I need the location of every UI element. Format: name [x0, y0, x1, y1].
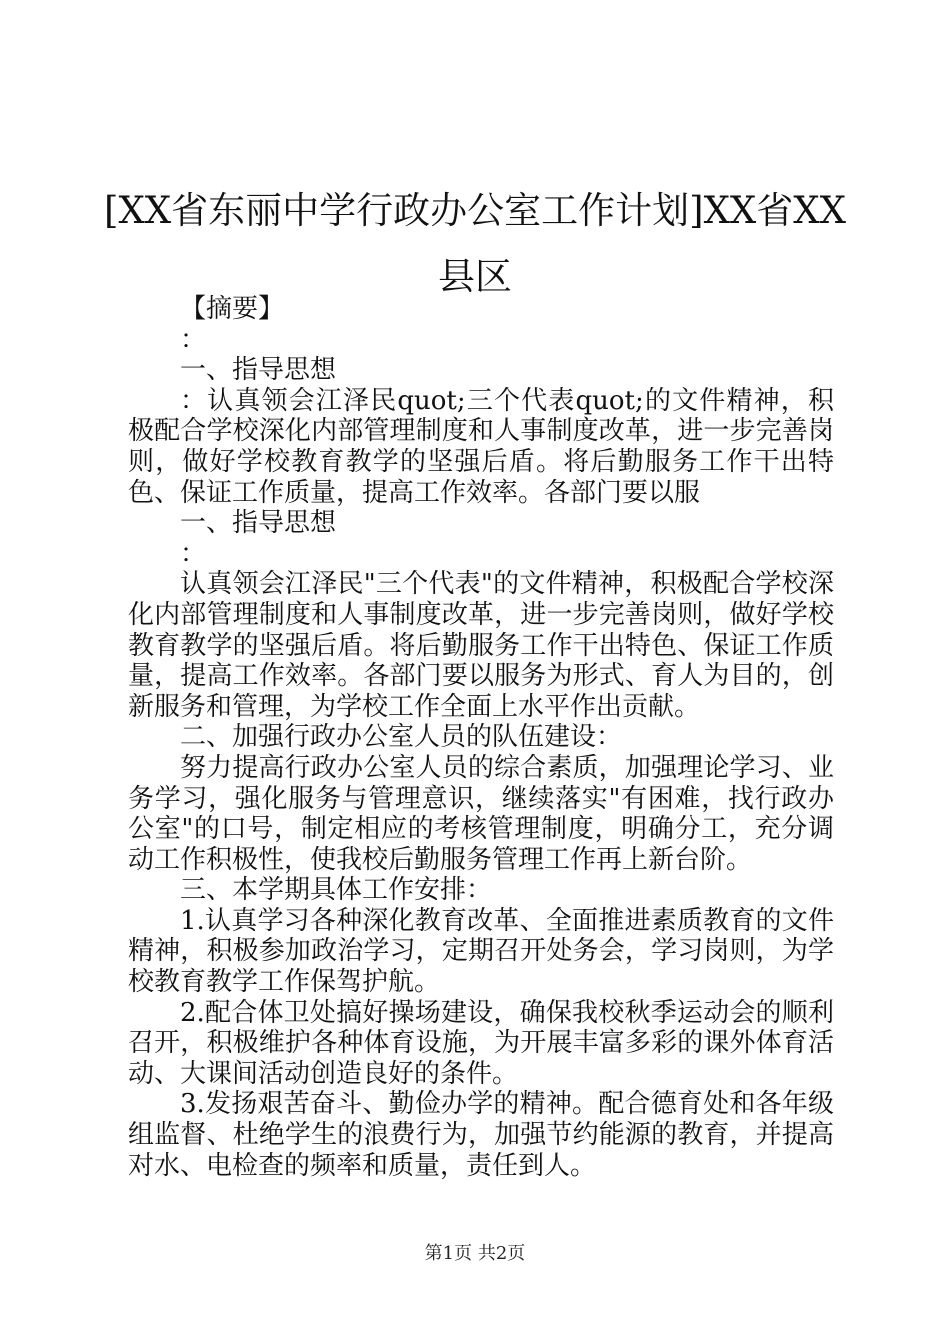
page-footer: [0, 1242, 950, 1266]
paragraph: 努力提高行政办公室人员的综合素质，加强理论学习、业务学习，强化服务与管理意识，继续落实"有困难，找行政办公室"的口号，制定相应的考核管理制度，明确分工，充分调动工作积极性，使我校后勤服务管理工作再上新台阶。: [128, 752, 834, 875]
section-heading: 一、指导思想: [180, 355, 337, 386]
paragraph: ：: [180, 538, 207, 569]
title-line-2: 县区: [438, 255, 512, 298]
list-item: 2.配合体卫处搞好操场建设，确保我校秋季运动会的顺利召开，积极维护各种体育设施，为开展丰富多彩的课外体育活动、大课间活动创造良好的条件。: [128, 997, 834, 1089]
list-item: 1.认真学习各种深化教育改革、全面推进素质教育的文件精神，积极参加政治学习，定期召开处务会，学习岗则，为学校教育教学工作保驾护航。: [128, 905, 834, 998]
section-heading: 一、指导思想: [180, 508, 337, 539]
section-heading: 三、本学期具体工作安排：: [180, 875, 493, 906]
section-heading: 二、加强行政办公室人员的队伍建设：: [180, 722, 623, 753]
title-line-1: [XX省东丽中学行政办公室工作计划]XX省XX: [104, 189, 846, 232]
page-indicator: 第1页 共2页: [424, 1243, 526, 1264]
abstract-heading: 【摘要】: [180, 294, 285, 324]
document-body: [128, 294, 834, 1181]
paragraph: ：: [180, 324, 207, 355]
paragraph: ：认真领会江泽民quot;三个代表quot;的文件精神，积极配合学校深化内部管理制度和人事制度改革，进一步完善岗则，做好学校教育教学的坚强后盾。将后勤服务工作干出特色、保证工作质量，提高工作效率。各部门要以服: [128, 385, 834, 508]
paragraph: 认真领会江泽民"三个代表"的文件精神，积极配合学校深化内部管理制度和人事制度改革，进一步完善岗则，做好学校教育教学的坚强后盾。将后勤服务工作干出特色、保证工作质量，提高工作效率。各部门要以服务为形式、育人为目的，创新服务和管理，为学校工作全面上水平作出贡献。: [128, 569, 834, 722]
list-item: 3.发扬艰苦奋斗、勤俭办学的精神。配合德育处和各年级组监督、杜绝学生的浪费行为，加强节约能源的教育，并提高对水、电检查的频率和质量，责任到人。: [128, 1089, 834, 1181]
document-title: [100, 178, 850, 310]
